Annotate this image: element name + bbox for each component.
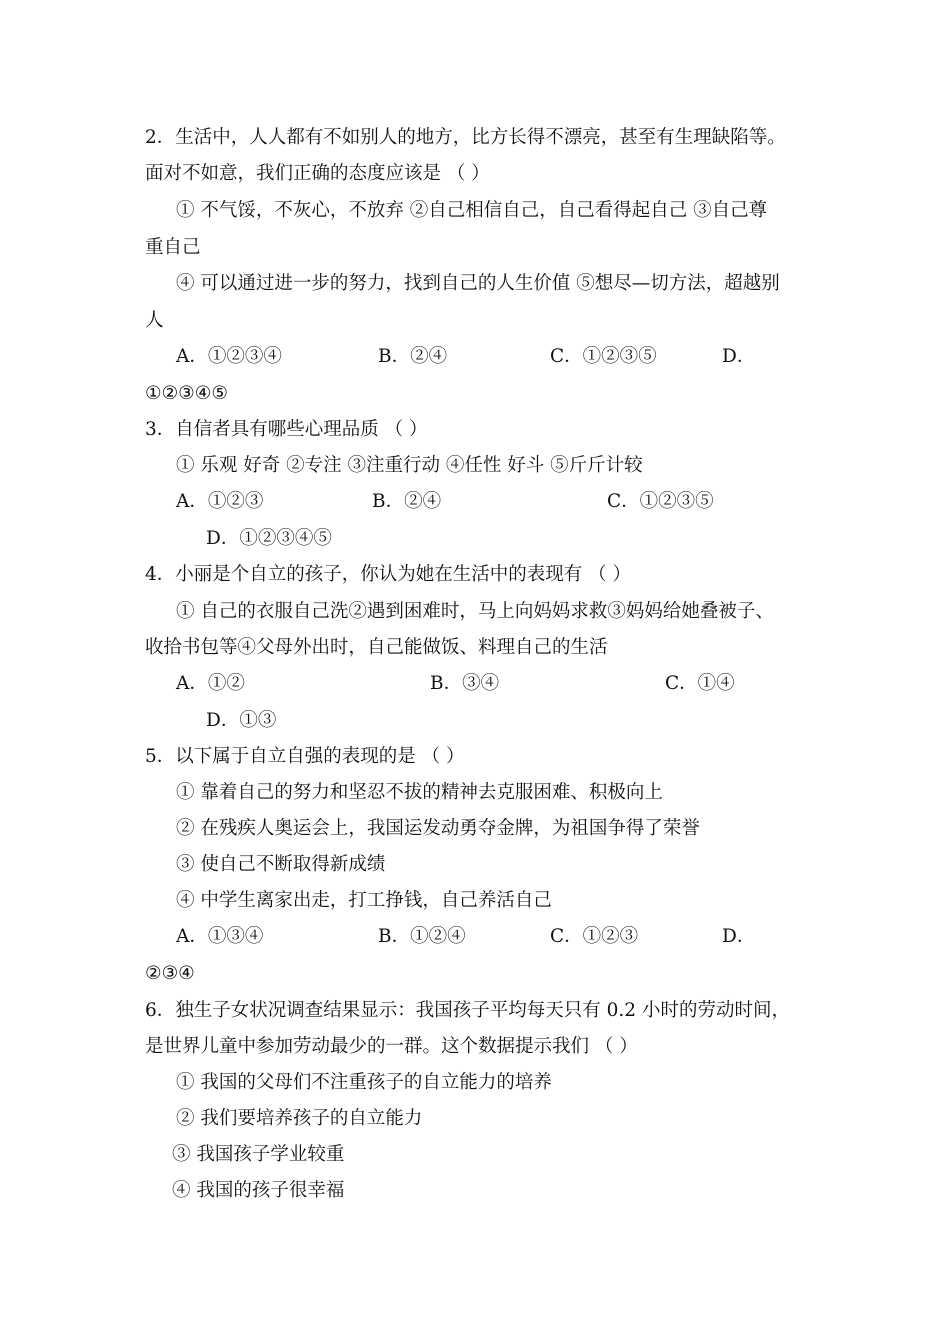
q3-option-b: B．②④ [372, 491, 442, 512]
q6-stem-line-2: 是世界儿童中参加劳动最少的一群。这个数据提示我们 （ ） [145, 1036, 638, 1057]
q2-statement-line-4: 人 [145, 310, 164, 331]
q6-statement-line-2: ② 我们要培养孩子的自立能力 [176, 1108, 423, 1129]
q2-statement-line-1: ① 不气馁，不灰心，不放弃 ②自己相信自己，自己看得起自己 ③自己尊 [176, 200, 768, 221]
q5-option-d-value: ②③④ [145, 963, 195, 984]
q5-stem-line-1: 5．以下属于自立自强的表现的是 （ ） [145, 746, 465, 767]
q5-option-b: B．①②④ [378, 926, 466, 947]
q6-statement-line-4: ④ 我国的孩子很幸福 [172, 1180, 345, 1201]
q5-statement-line-2: ② 在残疾人奥运会上，我国运发动勇夺金牌，为祖国争得了荣誉 [176, 818, 700, 839]
q4-option-b: B．③④ [430, 673, 500, 694]
q2-option-d-value: ①②③④⑤ [145, 383, 228, 404]
q2-option-c: C．①②③⑤ [550, 346, 657, 367]
q5-statement-line-3: ③ 使自己不断取得新成绩 [176, 854, 386, 875]
q6-statement-line-1: ① 我国的父母们不注重孩子的自立能力的培养 [176, 1072, 552, 1093]
q4-stem-line-1: 4．小丽是个自立的孩子，你认为她在生活中的表现有 （ ） [145, 564, 632, 585]
q3-option-a: A．①②③ [176, 491, 264, 512]
q3-option-c: C．①②③⑤ [607, 491, 714, 512]
q3-option-d: D．①②③④⑤ [206, 528, 332, 549]
q6-stem-line-1: 6．独生子女状况调查结果显示：我国孩子平均每天只有 0.2 小时的劳动时间， [145, 1000, 790, 1021]
q5-option-d: D． [722, 926, 756, 947]
q2-stem-line-2: 面对不如意，我们正确的态度应该是 （ ） [145, 163, 490, 184]
q6-statement-line-3: ③ 我国孩子学业较重 [172, 1144, 345, 1165]
q3-stem-line-1: 3．自信者具有哪些心理品质 （ ） [145, 419, 428, 440]
q3-statement-line-1: ① 乐观 好奇 ②专注 ③注重行动 ④任性 好斗 ⑤斤斤计较 [176, 455, 643, 476]
q5-statement-line-1: ① 靠着自己的努力和坚忍不拔的精神去克服困难、积极向上 [176, 782, 663, 803]
q5-option-a: A．①③④ [176, 926, 264, 947]
q4-option-a: A．①② [176, 673, 245, 694]
q2-option-d: D． [722, 346, 756, 367]
q2-stem-line-1: 2．生活中，人人都有不如别人的地方，比方长得不漂亮，甚至有生理缺陷等。 [145, 127, 786, 148]
q2-statement-line-2: 重自己 [145, 237, 201, 258]
q4-statement-line-1: ① 自己的衣服自己洗②遇到困难时，马上向妈妈求救③妈妈给她叠被子、 [176, 601, 774, 622]
q2-option-a: A．①②③④ [176, 346, 282, 367]
q4-option-d: D．①③ [206, 710, 277, 731]
q2-statement-line-3: ④ 可以通过进一步的努力，找到自己的人生价值 ⑤想尽—切方法，超越别 [176, 273, 780, 294]
q5-option-c: C．①②③ [550, 926, 639, 947]
q4-option-c: C．①④ [665, 673, 735, 694]
q5-statement-line-4: ④ 中学生离家出走，打工挣钱，自己养活自己 [176, 890, 552, 911]
q4-statement-line-2: 收拾书包等④父母外出时，自己能做饭、料理自己的生活 [145, 637, 608, 658]
q2-option-b: B．②④ [378, 346, 448, 367]
